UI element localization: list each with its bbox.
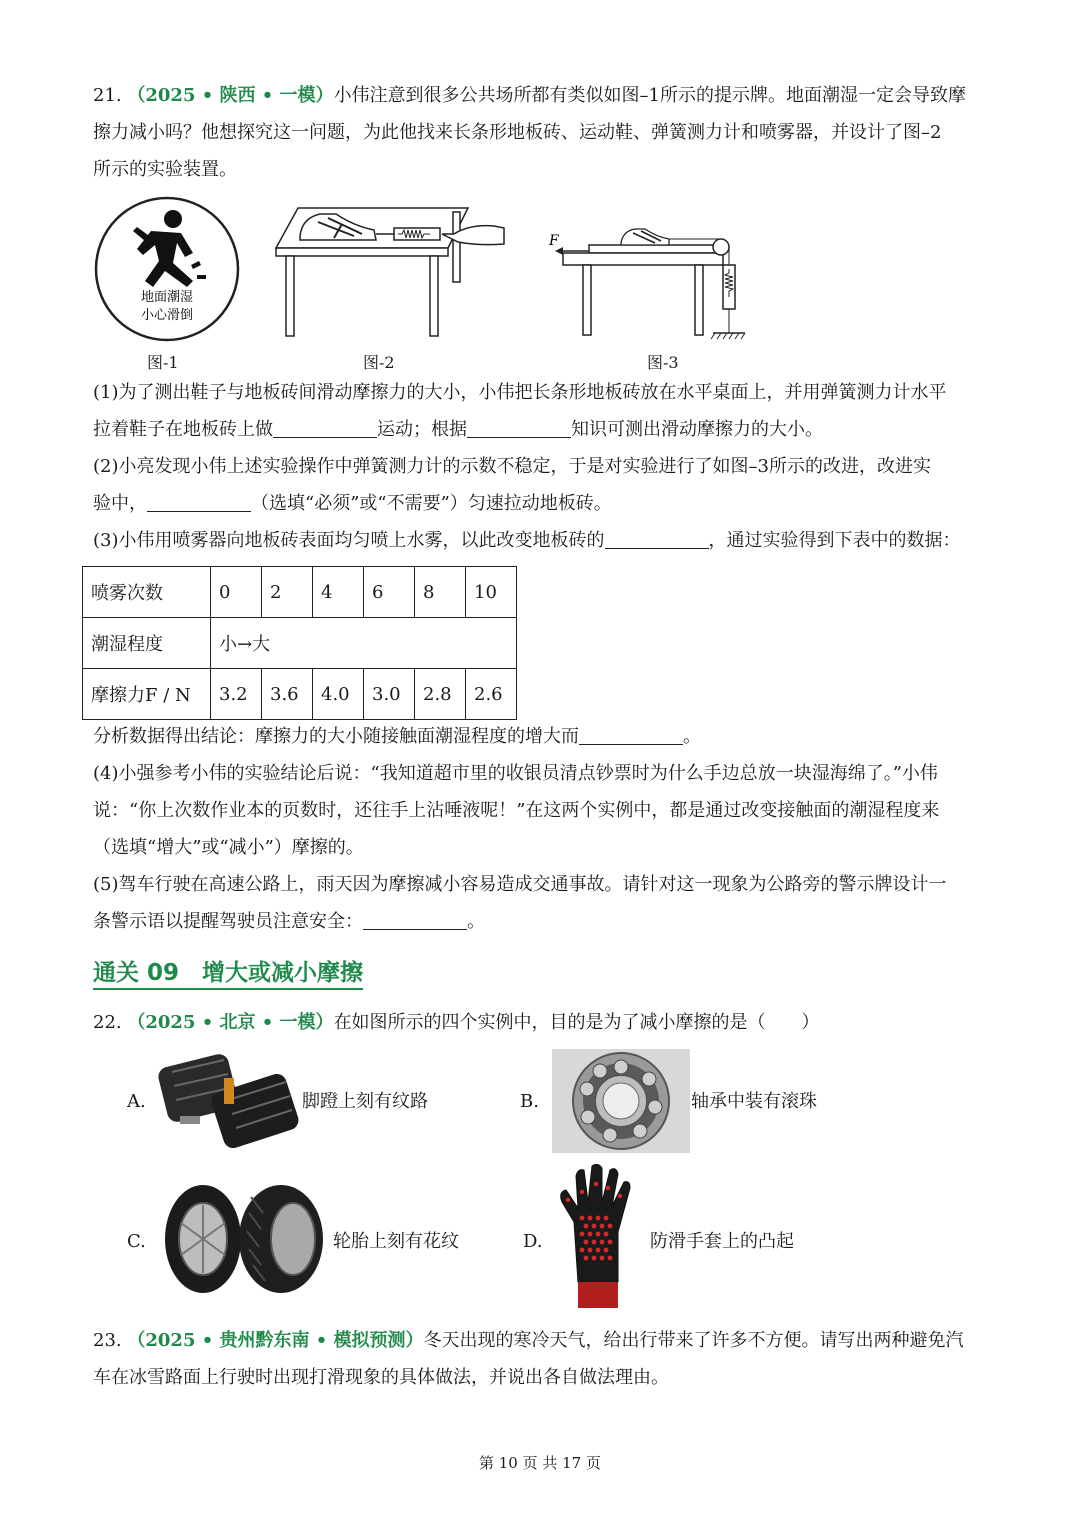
- caption-fig-2: 图-2: [363, 353, 395, 372]
- q22-stem-text: 在如图所示的四个实例中，目的是为了减小摩擦的是（ ）: [333, 1012, 820, 1033]
- q21-part4-line-1: (4)小强参考小伟的实验结论后说：“我知道超市里的收银员清点钞票时为什么手边总放一块湿海绵了。”小伟: [93, 763, 938, 784]
- option-b-letter[interactable]: B.: [520, 1091, 539, 1112]
- table-row: [83, 669, 517, 720]
- option-c-letter[interactable]: C.: [127, 1231, 146, 1252]
- q21-part3-text-a: (3)小伟用喷雾器向地板砖表面均匀喷上水雾，以此改变地板砖的: [93, 530, 605, 551]
- q21-part2-line-1: (2)小亮发现小伟上述实验操作中弹簧测力计的示数不稳定，于是对实验进行了如图–3所示的改进，改进实: [93, 456, 931, 477]
- option-a-letter[interactable]: A.: [127, 1091, 146, 1112]
- page-number: 第 10 页 共 17 页: [478, 1454, 601, 1472]
- q22-number: 22.: [93, 1012, 122, 1033]
- table-cell: 3.0: [364, 669, 415, 720]
- pulley-icon: [713, 239, 729, 255]
- answer-blank-knowledge[interactable]: [467, 419, 571, 438]
- caption-fig-3: 图-3: [647, 353, 679, 372]
- q21-number: 21.: [93, 85, 122, 106]
- row-label-spray: 喷雾次数: [83, 567, 211, 618]
- q21-stem-line-1: [93, 84, 966, 108]
- q21-part3-text-b: ，通过实验得到下表中的数据：: [708, 530, 961, 551]
- q21-part1-text-b: 运动；根据: [377, 419, 467, 440]
- q23-number: 23.: [93, 1330, 122, 1351]
- glove-image: [548, 1162, 648, 1312]
- option-d-letter[interactable]: D.: [523, 1231, 543, 1252]
- q21-part4-line-2: 说：“你上次数作业本的页数时，还往手上沾唾液呢！”在这两个实例中，都是通过改变接触面的潮湿程度来: [93, 800, 940, 821]
- sign-text-2: 小心滑倒: [140, 308, 194, 323]
- table-row: [83, 567, 517, 618]
- q21-part5-text: 条警示语以提醒驾驶员注意安全：: [93, 911, 363, 932]
- sign-text-1: 地面潮湿: [140, 290, 194, 305]
- answer-blank-slogan[interactable]: [363, 911, 467, 930]
- row-label-friction: 摩擦力F / N: [83, 669, 211, 720]
- q21-stem-line-3: 所示的实验装置。: [93, 159, 237, 180]
- table-cell: 2.8: [415, 669, 466, 720]
- option-a-text: 脚蹬上刻有纹路: [302, 1091, 428, 1112]
- q21-conclusion-end: 。: [683, 726, 701, 747]
- table-cell: 10: [466, 567, 517, 618]
- table-cell: 4.0: [313, 669, 364, 720]
- q21-part2-text-a: 验中，: [93, 493, 147, 514]
- q21-part2-line-2: [93, 492, 612, 516]
- answer-blank-necessity[interactable]: [147, 493, 251, 512]
- row-label-humidity: 潮湿程度: [83, 618, 211, 669]
- q23-stem-text-1: 冬天出现的寒冷天气，给出行带来了许多不方便。请写出两种避免汽: [423, 1330, 964, 1351]
- q23-stem-line-1: [93, 1329, 964, 1353]
- q23-stem-line-2: 车在冰雪路面上行驶时出现打滑现象的具体做法，并说出各自做法理由。: [93, 1367, 669, 1388]
- table-cell: 4: [313, 567, 364, 618]
- experiment-figure-3: [545, 215, 755, 343]
- q21-part1-line-2: [93, 418, 823, 442]
- humidity-cell: 小→大: [211, 618, 517, 669]
- q21-part4-line-3: （选填“增大”或“减小”）摩擦的。: [93, 837, 364, 858]
- q23-source: （2025 • 贵州黔东南 • 模拟预测）: [127, 1330, 424, 1351]
- sneaker-icon-small: [621, 229, 669, 245]
- section-heading: 通关 09 增大或减小摩擦: [93, 954, 363, 990]
- pedal-image: [158, 1052, 300, 1150]
- friction-data-table: [82, 566, 517, 720]
- q21-part3-line-1: [93, 529, 961, 553]
- q21-part5-line-2: [93, 910, 485, 934]
- q21-stem-line-2: 擦力减小吗？他想探究这一问题，为此他找来长条形地板砖、运动鞋、弹簧测力计和喷雾器，并设计了图–2: [93, 122, 942, 143]
- table-cell: 3.6: [262, 669, 313, 720]
- q21-part5-end: 。: [467, 911, 485, 932]
- q22-source: （2025 • 北京 • 一模）: [127, 1012, 334, 1033]
- table-cell: 0: [211, 567, 262, 618]
- wet-floor-sign-figure: [93, 195, 241, 343]
- tire-image: [163, 1183, 327, 1295]
- bearing-image: [552, 1049, 690, 1153]
- table-cell: 2: [262, 567, 313, 618]
- table-cell: 6: [364, 567, 415, 618]
- answer-blank-motion[interactable]: [273, 419, 377, 438]
- q21-part1-text-c: 知识可测出滑动摩擦力的大小。: [571, 419, 823, 440]
- experiment-figure-2: [258, 200, 510, 340]
- caption-fig-1: 图-1: [147, 353, 179, 372]
- q21-stem-text-1: 小伟注意到很多公共场所都有类似如图–1所示的提示牌。地面潮湿一定会导致摩: [333, 85, 967, 106]
- q21-part1-line-1: (1)为了测出鞋子与地板砖间滑动摩擦力的大小，小伟把长条形地板砖放在水平桌面上，并用弹簧测力计水平: [93, 382, 947, 403]
- spring-scale-vertical-icon: [723, 265, 735, 309]
- option-b-text: 轴承中装有滚珠: [691, 1091, 817, 1112]
- option-d-text: 防滑手套上的凸起: [650, 1231, 794, 1252]
- answer-blank-property[interactable]: [605, 530, 709, 549]
- answer-blank-trend[interactable]: [579, 726, 683, 745]
- q21-source: （2025 • 陕西 • 一模）: [127, 85, 334, 106]
- q22-stem-line: [93, 1011, 820, 1035]
- force-label: F: [549, 233, 559, 249]
- table-cell: 8: [415, 567, 466, 618]
- q21-conclusion-line: [93, 725, 701, 749]
- q21-conclusion-text: 分析数据得出结论：摩擦力的大小随接触面潮湿程度的增大而: [93, 726, 579, 747]
- table-cell: 3.2: [211, 669, 262, 720]
- table-row: [83, 618, 517, 669]
- option-c-text: 轮胎上刻有花纹: [333, 1231, 459, 1252]
- q21-part5-line-1: (5)驾车行驶在高速公路上，雨天因为摩擦减小容易造成交通事故。请针对这一现象为公路旁的警示牌设计一: [93, 874, 947, 895]
- q21-part1-text-a: 拉着鞋子在地板砖上做: [93, 419, 273, 440]
- table-cell: 2.6: [466, 669, 517, 720]
- q21-part2-text-b: （选填“必须”或“不需要”）匀速拉动地板砖。: [251, 493, 612, 514]
